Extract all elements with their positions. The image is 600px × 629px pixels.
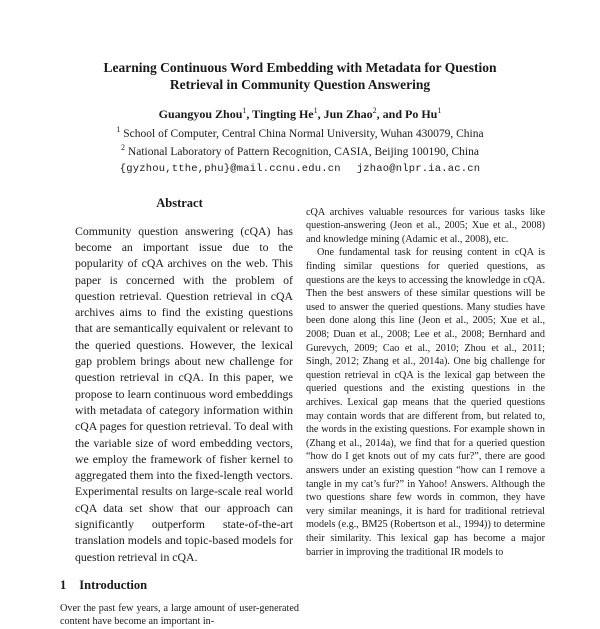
affiliation-1-text: School of Computer, Central China Normal University, Wuhan 430079, China xyxy=(120,127,484,140)
paper-title-line-1: Learning Continuous Word Embedding with Metadata for Question xyxy=(103,60,497,75)
right-column-paragraph-1: cQA archives valuable resources for various tasks like question-answering (Jeon et al., 2005; Xue et al., 2008) and knowledge mining (Adamic et al., 2008), etc. xyxy=(306,206,545,245)
author-superscript: 1 xyxy=(313,106,318,115)
paper-title xyxy=(70,60,530,93)
introduction-paragraph-left: Over the past few years, a large amount of user-generated content have become an important in- xyxy=(60,602,299,628)
paper-title-line-2: Retrieval in Community Question Answering xyxy=(169,76,431,92)
email-group-2: jzhao@nlpr.ia.ac.cn xyxy=(356,162,481,175)
emails-line xyxy=(0,163,600,176)
affiliations xyxy=(0,123,600,159)
right-column-paragraph-2: One fundamental task for reusing content in cQA is finding similar questions for queried questions, as questions are the keys to accessing the knowledge in cQA. Then the best answers of these similar questions will be used to answer the queried questions. Many studies have been done along this line (Jeon et al., 2005; Xue et al., 2008; Duan et al., 2008; Lee et al., 2008; Bernhard and Gurevych, 2009; Cao et al., 2010; Zhou et al., 2011; Singh, 2012; Zhang et al., 2014a). One big challenge for question retrieval in cQA is the lexical gap between the queried questions and the existing questions in the archives. Lexical gap means that the queried questions may contain words that are different from, but related to, the words in the existing questions. For example shown in (Zhang et al., 2014a), we find that for a queried question “how do I get knots out of my cats fur?”, there are good answers under an existing question “how can I remove a tangle in my cat’s fur?” in Yahoo! Answers. Although the two questions share few words in common, they have very similar meanings, it is hard for traditional retrieval models (e.g., BM25 (Robertson et al., 1994)) to determine their similarity. This lexical gap has become a major barrier in improving the traditional IR models to xyxy=(306,247,545,558)
paper-header xyxy=(0,0,600,176)
affiliation-1-marker: 1 xyxy=(116,125,121,134)
right-column xyxy=(306,196,545,613)
section-title: Introduction xyxy=(79,577,148,592)
section-heading-introduction xyxy=(60,578,299,593)
author-superscript: 1 xyxy=(437,106,442,115)
affiliation-1 xyxy=(0,123,600,141)
affiliation-2 xyxy=(0,141,600,159)
author-name-segment: , and Po Hu xyxy=(376,107,438,121)
email-group-1: {gyzhou,tthe,phu}@mail.ccnu.edu.cn xyxy=(119,162,341,175)
affiliation-2-text: National Laboratory of Pattern Recognition, CASIA, Beijing 100190, China xyxy=(125,145,479,158)
author-superscript: 2 xyxy=(372,106,377,115)
authors-line xyxy=(0,104,600,121)
left-column xyxy=(60,195,299,628)
two-column-body xyxy=(0,195,600,628)
author-name-segment: Guangyou Zhou xyxy=(158,107,243,121)
affiliation-2-marker: 2 xyxy=(121,142,126,152)
author-superscript: 1 xyxy=(242,106,247,115)
abstract-body: Community question answering (cQA) has become an important issue due to the popularity of cQA archives on the web. This paper is concerned with the problem of question retrieval. Question retrieval in cQA archives aims to find the existing questions that are semantically equivalent or relevant to the queried questions. However, the lexical gap problem brings about new challenge for question retrieval in cQA. In this paper, we propose to learn continuous word embeddings with metadata of category information within cQA pages for question retrieval. To deal with the variable size of word embedding vectors, we employ the framework of fisher kernel to aggregated them into the fixed-length vectors. Experimental results on large-scale real world cQA data set show that our approach can significantly outperform state-of-the-art translation models and topic-based models for question retrieval in cQA. xyxy=(75,223,293,564)
author-name-segment: , Jun Zhao xyxy=(317,107,373,121)
author-name-segment: , Tingting He xyxy=(246,107,314,121)
abstract-heading: Abstract xyxy=(156,195,203,210)
section-number: 1 xyxy=(60,577,67,592)
